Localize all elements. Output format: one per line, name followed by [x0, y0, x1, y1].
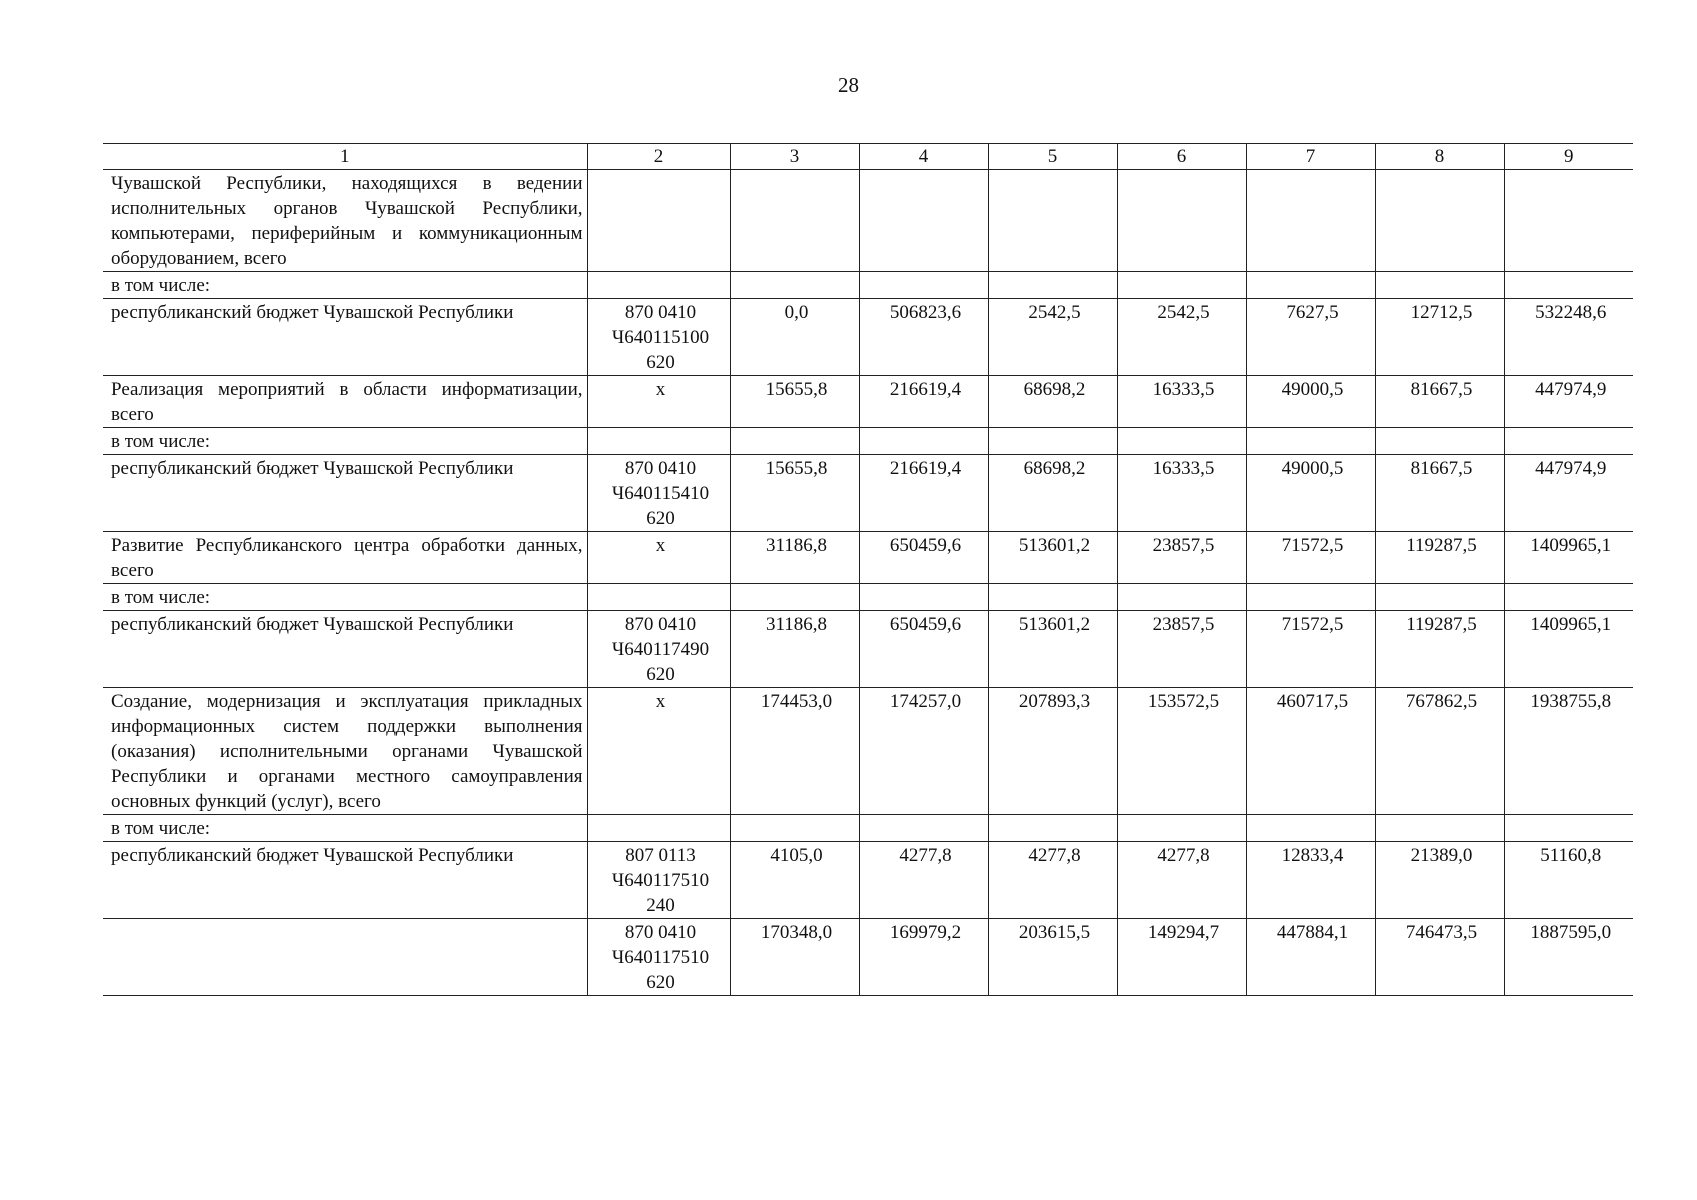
value-cell — [1246, 815, 1375, 842]
budget-table — [103, 143, 1633, 996]
value-cell — [730, 815, 859, 842]
value-cell: 15655,8 — [730, 376, 859, 428]
value-cell: 513601,2 — [988, 532, 1117, 584]
table-row — [103, 428, 1633, 455]
row-label: Реализация мероприятий в области информатизации, всего — [103, 376, 587, 428]
value-cell: 81667,5 — [1375, 376, 1504, 428]
budget-code: x — [587, 532, 730, 584]
budget-code: 870 0410 Ч640117490 620 — [587, 611, 730, 688]
table-row — [103, 611, 1633, 688]
value-cell: 1887595,0 — [1504, 919, 1633, 996]
value-cell — [859, 815, 988, 842]
table-row — [103, 532, 1633, 584]
table-row — [103, 919, 1633, 996]
value-cell — [1117, 170, 1246, 272]
budget-code: 870 0410 Ч640115410 620 — [587, 455, 730, 532]
value-cell — [1504, 272, 1633, 299]
value-cell: 506823,6 — [859, 299, 988, 376]
value-cell: 119287,5 — [1375, 611, 1504, 688]
value-cell: 31186,8 — [730, 532, 859, 584]
value-cell: 12712,5 — [1375, 299, 1504, 376]
value-cell: 746473,5 — [1375, 919, 1504, 996]
value-cell: 68698,2 — [988, 376, 1117, 428]
value-cell — [859, 170, 988, 272]
value-cell — [1246, 170, 1375, 272]
table-row — [103, 376, 1633, 428]
budget-code: 870 0410 Ч640117510 620 — [587, 919, 730, 996]
table-row — [103, 688, 1633, 815]
budget-code: x — [587, 376, 730, 428]
value-cell: 532248,6 — [1504, 299, 1633, 376]
value-cell: 650459,6 — [859, 532, 988, 584]
row-label: Создание, модернизация и эксплуатация прикладных информационных систем поддержки выполнения (оказания) исполнительными органами Чувашской Республики и органами местного самоуправления основных функций (услуг), всего — [103, 688, 587, 815]
table-row — [103, 299, 1633, 376]
value-cell: 4277,8 — [859, 842, 988, 919]
budget-code — [587, 272, 730, 299]
column-header: 9 — [1504, 144, 1633, 170]
value-cell: 49000,5 — [1246, 455, 1375, 532]
value-cell — [988, 584, 1117, 611]
table-row — [103, 170, 1633, 272]
row-label: Развитие Республиканского центра обработки данных, всего — [103, 532, 587, 584]
column-header: 4 — [859, 144, 988, 170]
value-cell — [1375, 584, 1504, 611]
value-cell: 216619,4 — [859, 376, 988, 428]
value-cell: 23857,5 — [1117, 532, 1246, 584]
table-row — [103, 455, 1633, 532]
value-cell: 0,0 — [730, 299, 859, 376]
value-cell: 119287,5 — [1375, 532, 1504, 584]
value-cell: 149294,7 — [1117, 919, 1246, 996]
value-cell: 1409965,1 — [1504, 532, 1633, 584]
column-header: 1 — [103, 144, 587, 170]
value-cell — [988, 272, 1117, 299]
column-header: 5 — [988, 144, 1117, 170]
value-cell: 15655,8 — [730, 455, 859, 532]
budget-code — [587, 428, 730, 455]
value-cell: 1938755,8 — [1504, 688, 1633, 815]
value-cell — [1504, 815, 1633, 842]
value-cell: 12833,4 — [1246, 842, 1375, 919]
value-cell — [988, 815, 1117, 842]
value-cell: 216619,4 — [859, 455, 988, 532]
value-cell: 4277,8 — [1117, 842, 1246, 919]
value-cell — [988, 170, 1117, 272]
value-cell: 2542,5 — [1117, 299, 1246, 376]
value-cell: 153572,5 — [1117, 688, 1246, 815]
value-cell: 207893,3 — [988, 688, 1117, 815]
value-cell — [1375, 428, 1504, 455]
value-cell: 767862,5 — [1375, 688, 1504, 815]
row-label: республиканский бюджет Чувашской Республики — [103, 299, 587, 376]
column-header: 3 — [730, 144, 859, 170]
value-cell: 49000,5 — [1246, 376, 1375, 428]
value-cell — [730, 272, 859, 299]
table-row — [103, 842, 1633, 919]
value-cell: 21389,0 — [1375, 842, 1504, 919]
value-cell: 16333,5 — [1117, 455, 1246, 532]
value-cell — [1375, 272, 1504, 299]
value-cell: 81667,5 — [1375, 455, 1504, 532]
page-number: 28 — [838, 73, 859, 97]
table-row — [103, 584, 1633, 611]
row-label: в том числе: — [103, 272, 587, 299]
row-label: республиканский бюджет Чувашской Республики — [103, 842, 587, 919]
value-cell — [1375, 815, 1504, 842]
value-cell: 169979,2 — [859, 919, 988, 996]
value-cell: 71572,5 — [1246, 532, 1375, 584]
value-cell — [1117, 272, 1246, 299]
value-cell — [1117, 584, 1246, 611]
value-cell: 170348,0 — [730, 919, 859, 996]
value-cell: 447884,1 — [1246, 919, 1375, 996]
value-cell — [1246, 272, 1375, 299]
value-cell — [859, 428, 988, 455]
value-cell: 447974,9 — [1504, 376, 1633, 428]
budget-code: x — [587, 688, 730, 815]
value-cell: 31186,8 — [730, 611, 859, 688]
column-header: 6 — [1117, 144, 1246, 170]
row-label: Чувашской Республики, находящихся в ведении исполнительных органов Чувашской Республики, компьютерами, периферийным и коммуникационным оборудованием, всего — [103, 170, 587, 272]
value-cell: 203615,5 — [988, 919, 1117, 996]
value-cell — [1117, 428, 1246, 455]
value-cell: 71572,5 — [1246, 611, 1375, 688]
budget-code — [587, 170, 730, 272]
value-cell — [988, 428, 1117, 455]
row-label: в том числе: — [103, 428, 587, 455]
budget-code: 870 0410 Ч640115100 620 — [587, 299, 730, 376]
value-cell — [1504, 170, 1633, 272]
budget-code — [587, 815, 730, 842]
column-header: 8 — [1375, 144, 1504, 170]
value-cell — [730, 170, 859, 272]
value-cell: 68698,2 — [988, 455, 1117, 532]
row-label: республиканский бюджет Чувашской Республики — [103, 611, 587, 688]
value-cell: 650459,6 — [859, 611, 988, 688]
value-cell: 460717,5 — [1246, 688, 1375, 815]
row-label: в том числе: — [103, 584, 587, 611]
value-cell — [1504, 428, 1633, 455]
value-cell: 51160,8 — [1504, 842, 1633, 919]
value-cell: 23857,5 — [1117, 611, 1246, 688]
value-cell: 513601,2 — [988, 611, 1117, 688]
table-header-row — [103, 144, 1633, 170]
budget-code: 807 0113 Ч640117510 240 — [587, 842, 730, 919]
value-cell: 174453,0 — [730, 688, 859, 815]
value-cell — [730, 428, 859, 455]
value-cell — [1375, 170, 1504, 272]
value-cell — [859, 272, 988, 299]
value-cell: 16333,5 — [1117, 376, 1246, 428]
row-label: в том числе: — [103, 815, 587, 842]
row-label: республиканский бюджет Чувашской Республики — [103, 455, 587, 532]
value-cell — [730, 584, 859, 611]
table-row — [103, 272, 1633, 299]
column-header: 2 — [587, 144, 730, 170]
value-cell: 4105,0 — [730, 842, 859, 919]
value-cell: 7627,5 — [1246, 299, 1375, 376]
value-cell: 447974,9 — [1504, 455, 1633, 532]
column-header: 7 — [1246, 144, 1375, 170]
value-cell — [1246, 428, 1375, 455]
value-cell: 174257,0 — [859, 688, 988, 815]
table-row — [103, 815, 1633, 842]
row-label — [103, 919, 587, 996]
budget-code — [587, 584, 730, 611]
value-cell — [1246, 584, 1375, 611]
value-cell — [859, 584, 988, 611]
value-cell — [1504, 584, 1633, 611]
value-cell — [1117, 815, 1246, 842]
value-cell: 1409965,1 — [1504, 611, 1633, 688]
value-cell: 4277,8 — [988, 842, 1117, 919]
value-cell: 2542,5 — [988, 299, 1117, 376]
